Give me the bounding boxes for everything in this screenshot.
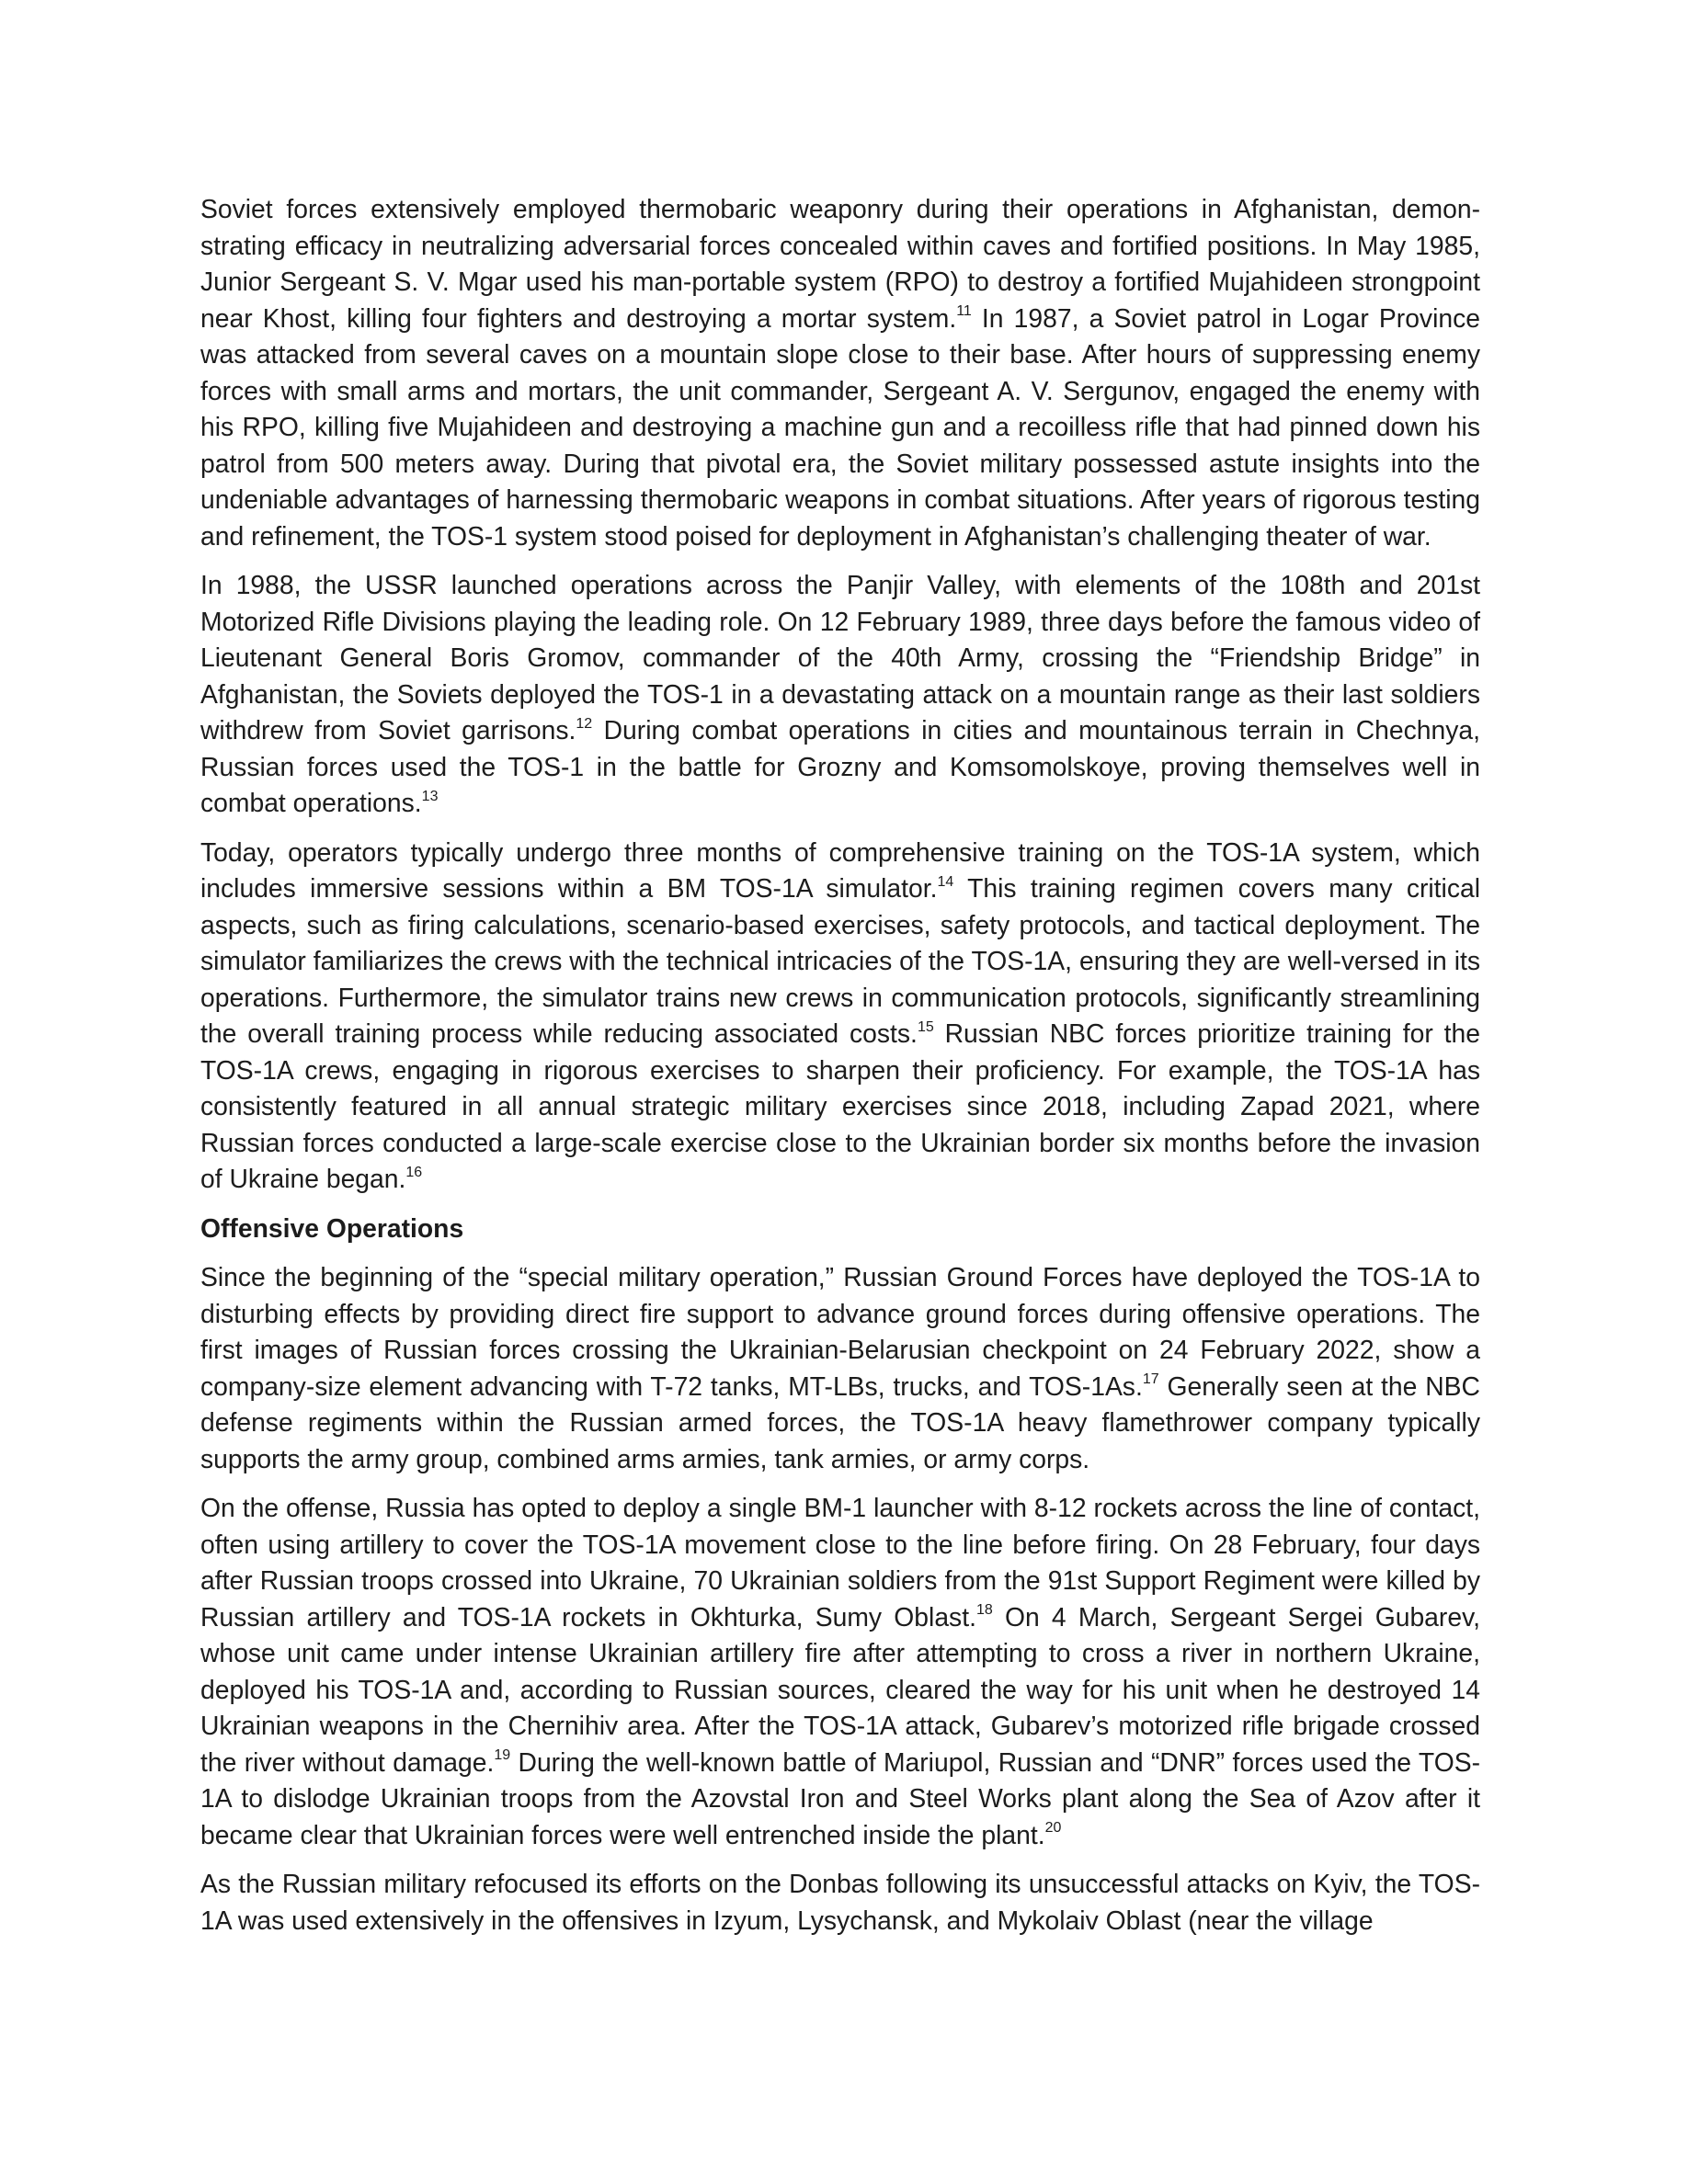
paragraph-text: In 1987, a Soviet patrol in Logar Province was attacked from several caves on a mountain slope close to their base. After hours of suppressing enemy forces with small arms and mortars, the unit commander, Sergeant A. V. Sergunov, engaged the enemy with his RPO, killing five Mujahideen and destroying a machine gun and a recoilless rifle that had pinned down his patrol from 500 meters away. During that pivotal era, the Soviet military possessed astute insights into the undeniable advantages of harnessing thermobaric weapons in combat situations. After years of rigorous testing and refinement, the TOS-1 system stood poised for deployment in Afghanistan’s challenging theater of war. [200, 302, 1480, 551]
paragraph-text: Soviet forces extensively employed thermobaric weaponry during their operations in Afghanistan, demonstrating efficacy in neutralizing adversarial forces concealed within caves and fortified positions. In May 1985, Junior Sergeant S. V. Mgar used his man-portable system (RPO) to destroy a fortified Mujahideen strongpoint near Khost, killing four fighters and destroying a mortar system. [200, 194, 1480, 333]
footnote-marker[interactable]: 20 [1044, 1820, 1062, 1837]
footnote-marker[interactable]: 13 [421, 788, 439, 804]
document-body [200, 191, 1480, 1939]
body-paragraph [200, 1866, 1480, 1939]
footnote-marker[interactable]: 18 [975, 1602, 993, 1619]
paragraph-text: This training regimen covers many critical aspects, such as firing calculations, scenario-based exercises, safety protocols, and tactical deployment. The simulator familiarizes the crews with the technical intricacies of the TOS-1A, ensuring they are well-versed in its operations. Furthermore, the simulator trains new crews in communication protocols, significantly streamlining the overall training process while reducing associated costs. [200, 873, 1480, 1048]
footnote-marker[interactable]: 14 [937, 873, 954, 890]
body-paragraph [200, 567, 1480, 822]
paragraph-text: On 4 March, Sergeant Sergei Gubarev, whose unit came under intense Ukrainian artillery fire after attempting to cross a river in northern Ukraine, deployed his TOS-1A and, according to Russian sources, cleared the way for his unit when he destroyed 14 Ukrainian weapons in the Chernihiv area. After the TOS-1A attack, Gubarev’s motorized rifle brigade crossed the river without damage. [200, 1601, 1480, 1777]
paragraph-text: In 1988, the USSR launched operations across the Panjir Valley, with elements of the 108th and 201st Motorized Rifle Divisions playing the leading role. On 12 February 1989, three days before the famous video of Lieutenant General Boris Gromov, commander of the 40th Army, crossing the “Friendship Bridge” in Afghanistan, the Soviets deployed the TOS-1 in a devastating attack on a mountain range as their last soldiers withdrew from Soviet garrisons. [200, 570, 1480, 745]
paragraph-text: As the Russian military refocused its efforts on the Donbas following its unsuccessful attacks on Kyiv, the TOS-1A was used extensively in the offensives in Izyum, Lysychansk, and Mykolaiv Oblast (near the village [200, 1869, 1480, 1935]
footnote-marker[interactable]: 12 [576, 715, 593, 732]
paragraph-text: Russian NBC forces prioritize training for the TOS-1A crews, engaging in rigorous exercises to sharpen their proficiency. For example, the TOS-1A has consistently featured in all annual strategic military exercises since 2018, including Zapad 2021, where Russian forces conducted a large-scale exercise close to the Ukrainian border six months before the invasion of Ukraine began. [200, 1018, 1480, 1193]
paragraph-text: Today, operators typically undergo three months of comprehensive training on the TOS-1A system, which includes immersive sessions within a BM TOS-1A simulator. [200, 836, 1480, 903]
footnote-marker[interactable]: 19 [494, 1747, 511, 1764]
body-paragraph [200, 835, 1480, 1198]
paragraph-text: Generally seen at the NBC defense regiments within the Russian armed forces, the TOS-1A heavy flamethrower company typically supports the army group, combined arms armies, tank armies, or army corps. [200, 1371, 1480, 1473]
paragraph-text: During combat operations in cities and mountainous terrain in Chechnya, Russian forces used the TOS-1 in the battle for Grozny and Komsomolskoye, proving themselves well in combat operations. [200, 715, 1480, 817]
footnote-marker[interactable]: 11 [956, 303, 972, 320]
footnote-marker[interactable]: 17 [1142, 1371, 1159, 1388]
body-paragraph [200, 1490, 1480, 1853]
document-page [200, 191, 1480, 1951]
section-heading: Offensive Operations [200, 1212, 464, 1243]
body-paragraph [200, 191, 1480, 554]
body-paragraph [200, 1259, 1480, 1477]
paragraph-text: On the offense, Russia has opted to deploy a single BM-1 launcher with 8-12 rockets across the line of contact, often using artillery to cover the TOS-1A movement close to the line before firing. On 28 February, four days after Russian troops crossed into Ukraine, 70 Ukrainian soldiers from the 91st Support Regiment were killed by Russian artillery and TOS-1A rockets in Okhturka, Sumy Oblast. [200, 1493, 1480, 1632]
paragraph-text: During the well-known battle of Mariupol, Russian and “DNR” forces used the TOS-1A to dislodge Ukrainian troops from the Azovstal Iron and Steel Works plant along the Sea of Azov after it became clear that Ukrainian forces were well entrenched inside the plant. [200, 1746, 1480, 1849]
footnote-marker[interactable]: 16 [405, 1164, 423, 1180]
paragraph-text: Since the beginning of the “special military operation,” Russian Ground Forces have deployed the TOS-1A to disturbing effects by providing direct fire support to advance ground forces during offensive operations. The first images of Russian forces crossing the Ukrainian-Belarusian checkpoint on 24 February 2022, show a company-size element advancing with T-72 tanks, MT-LBs, trucks, and TOS-1As. [200, 1262, 1480, 1401]
footnote-marker[interactable]: 15 [917, 1018, 934, 1035]
